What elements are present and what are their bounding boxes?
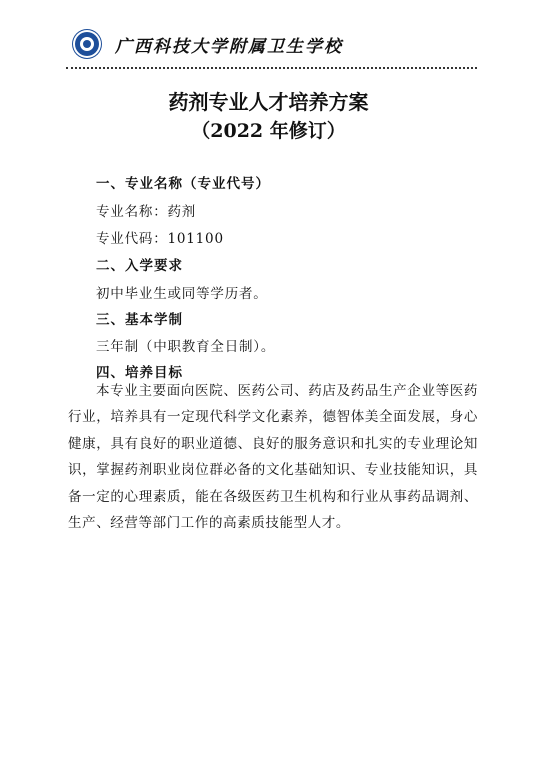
page-header <box>73 29 343 59</box>
section-heading-admission: 二、入学要求 <box>96 258 183 274</box>
duration-line: 三年制（中职教育全日制）。 <box>96 339 276 355</box>
objective-paragraph: 本专业主要面向医院、医药公司、药店及药品生产企业等医药行业，培养具有一定现代科学文化素养，德智体美全面发展，身心健康，具有良好的职业道德、良好的服务意识和扎实的专业理论知识，掌握药剂职业岗位群必备的文化基础知识、专业技能知识，具备一定的心理素质，能在各级医药卫生机构和行业从事药品调剂、生产、经营等部门工作的高素质技能型人才。 <box>68 383 478 532</box>
section-heading-major-name: 一、专业名称（专业代号） <box>96 176 270 192</box>
major-name-line: 专业名称：药剂 <box>96 204 197 220</box>
school-name: 广西科技大学附属卫生学校 <box>115 36 343 57</box>
document-subtitle: （2022 年修订） <box>191 120 346 142</box>
major-code-line: 专业代码：101100 <box>96 231 224 247</box>
document-title: 药剂专业人才培养方案 <box>168 90 369 114</box>
section-heading-objective: 四、培养目标 <box>96 365 183 381</box>
section-heading-duration: 三、基本学制 <box>96 312 183 328</box>
admission-line: 初中毕业生或同等学历者。 <box>96 286 268 302</box>
school-emblem-icon <box>73 30 101 58</box>
header-divider <box>66 67 477 69</box>
